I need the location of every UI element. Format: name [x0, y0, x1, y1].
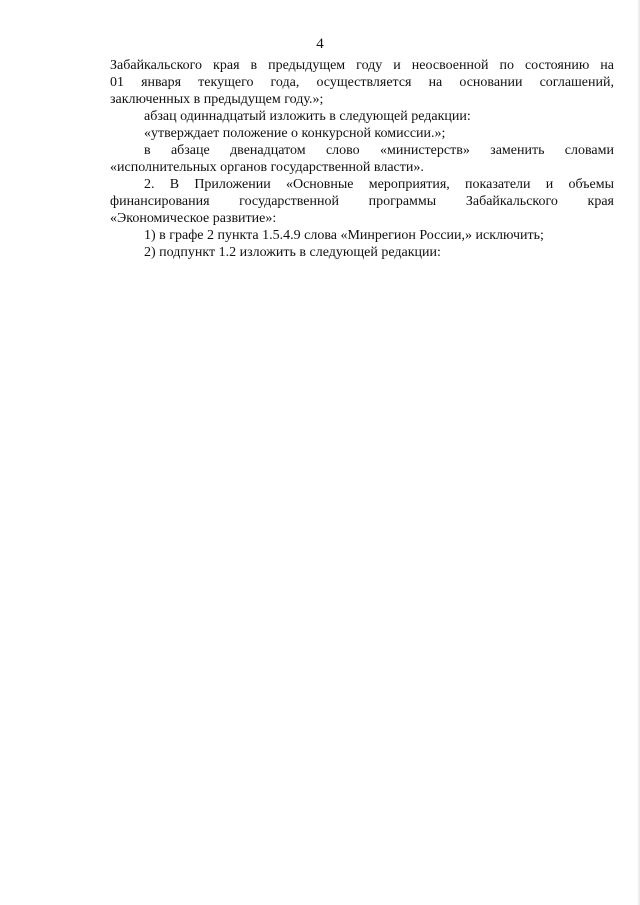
text-line: «Экономическое развитие»:: [110, 211, 277, 226]
text-line: Забайкальского края в предыдущем году и неосвоенной по состоянию на: [110, 58, 614, 73]
text-line: «исполнительных органов государственной власти».: [110, 160, 424, 175]
paragraph-subitem-2: 2) подпункт 1.2 изложить в следующей редакции:: [144, 245, 441, 260]
document-body: [110, 57, 614, 261]
paragraph-item-2: [110, 176, 614, 227]
text-line: 2. В Приложении «Основные мероприятия, показатели и объемы: [144, 177, 614, 192]
paragraph-komissiya: «утверждает положение о конкурсной комиссии.»;: [144, 126, 446, 141]
paragraph-abzac-12: [110, 142, 614, 176]
text-line: финансирования государственной программы Забайкальского края: [110, 194, 614, 209]
page-number: 4: [316, 36, 324, 52]
text-line: заключенных в предыдущем году.»;: [110, 92, 324, 107]
paragraph-continuation: [110, 57, 614, 108]
text-line: 01 января текущего года, осуществляется на основании соглашений,: [110, 75, 614, 90]
paragraph-subitem-1: 1) в графе 2 пункта 1.5.4.9 слова «Минрегион России,» исключить;: [144, 228, 544, 243]
text-line: в абзаце двенадцатом слово «министерств» заменить словами: [144, 143, 614, 158]
paragraph-abzac-11: абзац одиннадцатый изложить в следующей редакции:: [144, 109, 471, 124]
